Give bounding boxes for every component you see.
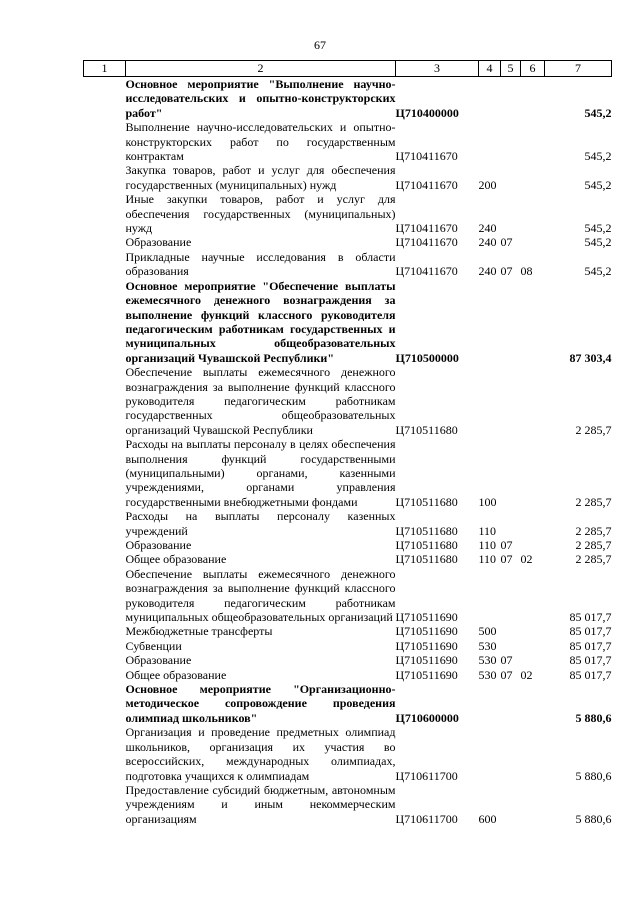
row-amount: 85 017,7 [569, 638, 612, 653]
row-col-6 [521, 77, 545, 121]
row-col-4: 110 [478, 538, 497, 552]
row-amount: 2 285,7 [575, 422, 612, 437]
blank-cell [84, 120, 126, 163]
row-col-4: 500 [478, 624, 497, 639]
table-row [84, 552, 612, 566]
row-amount: 545,2 [584, 235, 612, 250]
row-code: Ц710511690 [395, 667, 458, 682]
blank-cell [84, 725, 126, 783]
row-col-4 [479, 120, 501, 163]
row-col-5 [501, 77, 521, 121]
row-amount: 85 017,7 [569, 653, 612, 668]
table-row [84, 682, 612, 725]
blank-cell [84, 653, 126, 667]
table-header-row [84, 61, 612, 77]
row-col-4 [479, 365, 501, 437]
header-col-3: 3 [396, 61, 479, 77]
row-amount: 85 017,7 [569, 610, 612, 625]
table-row [84, 437, 612, 509]
row-amount: 545,2 [584, 221, 612, 236]
row-col-4: 530 [478, 653, 497, 668]
row-name: Основное мероприятие "Обеспечение выплаты ежемесячного денежного вознаграждения за выполнение функций классного руководителя педагогическим работникам государственных и муниципальных общеобразовательных организаций Чувашской Республики" [125, 278, 396, 365]
row-col-5 [501, 365, 521, 437]
row-col-6 [521, 725, 545, 783]
row-amount: 545,2 [584, 105, 612, 120]
row-col-5 [501, 682, 521, 725]
row-amount: 545,2 [584, 177, 612, 192]
row-name: Обеспечение выплаты ежемесячного денежного вознаграждения за выполнение функций классного руководителя педагогическим работникам государственных общеобразовательных организаций Чувашской Республики [125, 365, 396, 437]
row-col-5: 07 [500, 264, 513, 279]
row-name: Межбюджетные трансферты [125, 624, 273, 639]
table-row [84, 279, 612, 365]
row-code: Ц710500000 [395, 350, 459, 365]
table-row [84, 668, 612, 682]
header-col-6: 6 [521, 61, 545, 77]
row-col-6 [521, 235, 545, 249]
header-col-2: 2 [126, 61, 396, 77]
row-col-4: 200 [478, 177, 497, 192]
blank-cell [84, 77, 126, 121]
row-code: Ц710411670 [395, 221, 458, 236]
row-col-6 [521, 639, 545, 653]
blank-cell [84, 192, 126, 235]
row-name: Выполнение научно-исследовательских и опытно-конструкторских работ по государственным контрактам [125, 120, 396, 164]
row-name: Основное мероприятие "Выполнение научно-исследовательских и опытно-конструкторских работ" [125, 77, 396, 120]
blank-cell [84, 163, 126, 192]
row-col-4 [479, 77, 501, 121]
row-col-6 [521, 567, 545, 625]
row-col-6 [521, 509, 545, 538]
row-col-4: 100 [478, 494, 497, 509]
row-col-5 [501, 783, 521, 826]
row-name: Предоставление субсидий бюджетным, автономным учреждениям и иным некоммерческим организациям [125, 782, 396, 826]
header-col-1: 1 [84, 61, 126, 77]
row-code: Ц710411670 [395, 264, 458, 279]
budget-table [83, 60, 612, 826]
table-row [84, 653, 612, 667]
blank-cell [84, 365, 126, 437]
row-col-6 [521, 163, 545, 192]
row-code: Ц710511680 [395, 552, 458, 567]
row-code: Ц710511690 [395, 653, 458, 668]
page-number: 67 [314, 38, 326, 52]
row-col-5: 07 [500, 552, 513, 567]
blank-cell [84, 437, 126, 509]
table-row [84, 538, 612, 552]
row-name: Иные закупки товаров, работ и услуг для обеспечения государственных (муниципальных) нужд [125, 192, 396, 236]
row-code: Ц710511680 [395, 494, 458, 509]
blank-cell [84, 639, 126, 653]
row-col-5 [501, 437, 521, 509]
row-code: Ц710411670 [395, 235, 458, 250]
table-row [84, 509, 612, 538]
row-col-5: 07 [500, 653, 513, 668]
row-amount: 5 880,6 [575, 710, 612, 725]
table-row [84, 163, 612, 192]
table-row [84, 639, 612, 653]
table-row [84, 725, 612, 783]
blank-cell [84, 538, 126, 552]
table-row [84, 250, 612, 279]
row-col-4: 240 [478, 264, 497, 279]
row-col-5: 07 [500, 235, 513, 250]
row-col-4: 530 [478, 667, 497, 682]
row-name: Субвенции [125, 638, 182, 653]
blank-cell [84, 682, 126, 725]
row-name: Образование [125, 538, 192, 552]
row-name: Организация и проведение предметных олимпиад школьников, организация их участия во всероссийских, международных олимпиадах, подготовка учащихся к олимпиадам [125, 725, 396, 783]
row-col-5 [501, 279, 521, 365]
row-col-5 [501, 192, 521, 235]
row-code: Ц710511680 [395, 422, 458, 437]
table-row [84, 624, 612, 638]
row-code: Ц710600000 [395, 710, 459, 725]
row-code: Ц710411670 [395, 177, 458, 192]
blank-cell [84, 235, 126, 249]
blank-cell [84, 552, 126, 566]
row-name: Образование [125, 653, 192, 668]
row-amount: 545,2 [584, 149, 612, 164]
row-col-6 [521, 365, 545, 437]
table-row [84, 235, 612, 249]
header-col-7: 7 [545, 61, 612, 77]
row-amount: 5 880,6 [575, 811, 612, 826]
row-col-6 [521, 538, 545, 552]
blank-cell [84, 624, 126, 638]
row-name: Образование [125, 235, 192, 250]
table-row [84, 783, 612, 826]
row-code: Ц710611700 [395, 811, 458, 826]
row-amount: 5 880,6 [575, 768, 612, 783]
row-col-6 [521, 783, 545, 826]
row-col-6: 08 [520, 264, 533, 279]
row-col-4: 240 [478, 235, 497, 250]
row-code: Ц710411670 [395, 149, 458, 164]
row-col-4 [479, 567, 501, 625]
row-col-4: 240 [478, 221, 497, 236]
row-code: Ц710511680 [395, 523, 458, 538]
row-amount: 2 285,7 [575, 538, 612, 552]
row-col-6: 02 [520, 667, 533, 682]
row-col-5 [501, 639, 521, 653]
blank-cell [84, 567, 126, 625]
blank-cell [84, 250, 126, 279]
row-col-5 [501, 163, 521, 192]
row-amount: 85 017,7 [569, 667, 612, 682]
row-col-4: 600 [478, 811, 497, 826]
table-row [84, 77, 612, 121]
table-body [84, 77, 612, 827]
table-row [84, 567, 612, 625]
row-col-5 [501, 509, 521, 538]
table-row [84, 192, 612, 235]
row-name: Расходы на выплаты персоналу казенных учреждений [125, 509, 396, 538]
blank-cell [84, 509, 126, 538]
row-name: Прикладные научные исследования в области образования [125, 249, 396, 279]
row-amount: 2 285,7 [575, 523, 612, 538]
row-col-6 [521, 120, 545, 163]
row-amount: 87 303,4 [569, 350, 612, 365]
row-col-5: 07 [500, 538, 513, 552]
row-col-6 [521, 682, 545, 725]
row-code: Ц710400000 [395, 105, 459, 120]
header-col-5: 5 [501, 61, 521, 77]
row-col-4: 530 [478, 638, 497, 653]
blank-cell [84, 783, 126, 826]
row-col-6: 02 [520, 552, 533, 567]
row-col-6 [521, 653, 545, 667]
row-name: Обеспечение выплаты ежемесячного денежного вознаграждения за выполнение функций классного руководителя педагогическим работникам муниципальных общеобразовательных организаций [125, 566, 396, 625]
table-row [84, 365, 612, 437]
row-col-6 [521, 192, 545, 235]
row-col-5 [501, 725, 521, 783]
row-code: Ц710511680 [395, 538, 458, 552]
row-col-5 [501, 624, 521, 638]
row-col-6 [521, 437, 545, 509]
row-col-5 [501, 120, 521, 163]
row-amount: 85 017,7 [569, 624, 612, 639]
row-code: Ц710611700 [395, 768, 458, 783]
row-amount: 545,2 [584, 264, 612, 279]
row-col-4 [479, 682, 501, 725]
row-amount: 2 285,7 [575, 552, 612, 567]
row-col-4 [479, 279, 501, 365]
row-name: Расходы на выплаты персоналу в целях обеспечения выполнения функций государственными (муниципальными) органами, казенными учреждениями, органами управления государственными внебюджетными фондами [125, 437, 396, 509]
row-col-4: 110 [478, 523, 497, 538]
blank-cell [84, 668, 126, 682]
table-row [84, 120, 612, 163]
row-col-6 [521, 624, 545, 638]
row-code: Ц710511690 [395, 610, 458, 625]
row-name: Общее образование [125, 667, 227, 682]
row-name: Основное мероприятие "Организационно-методическое сопровождение проведения олимпиад школьников" [125, 682, 396, 725]
row-col-5 [501, 567, 521, 625]
row-code: Ц710511690 [395, 638, 458, 653]
row-name: Закупка товаров, работ и услуг для обеспечения государственных (муниципальных) нужд [125, 163, 396, 192]
row-name: Общее образование [125, 552, 227, 567]
row-col-5: 07 [500, 667, 513, 682]
row-col-4: 110 [478, 552, 497, 567]
row-amount: 2 285,7 [575, 494, 612, 509]
row-code: Ц710511690 [395, 624, 458, 639]
header-col-4: 4 [479, 61, 501, 77]
row-col-6 [521, 279, 545, 365]
blank-cell [84, 279, 126, 365]
row-col-4 [479, 725, 501, 783]
